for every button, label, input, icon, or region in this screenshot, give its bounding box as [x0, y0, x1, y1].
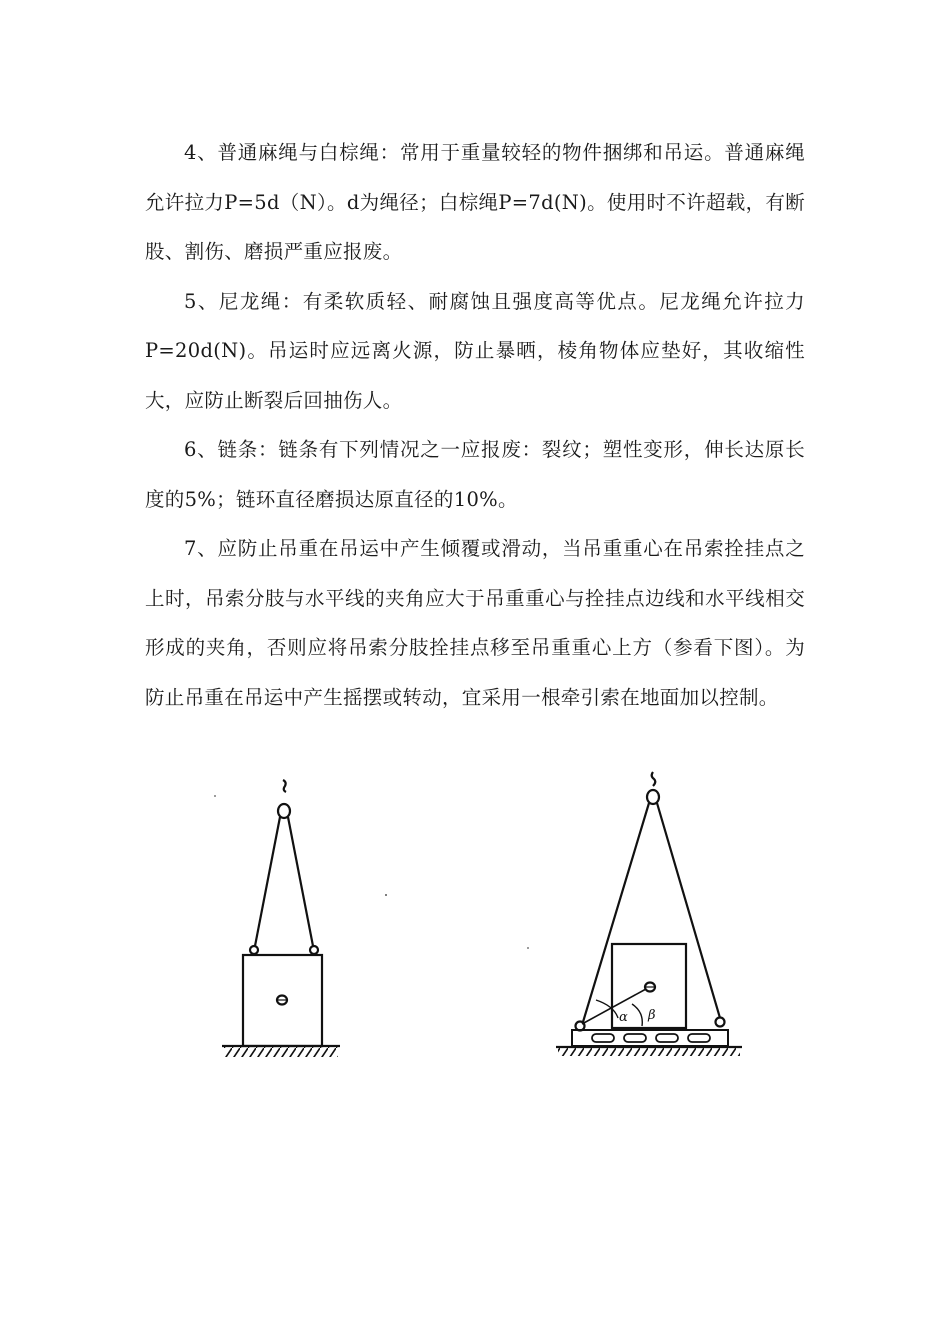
right-pallet-slot-4 — [688, 1034, 710, 1042]
right-sling-leg-left — [583, 803, 649, 1022]
right-attachment-eye-right — [716, 1018, 725, 1027]
paragraph-hemp-rope: 4、普通麻绳与白棕绳：常用于重量较轻的物件捆绑和吊运。普通麻绳允许拉力P=5d（N）。d为绳径；白棕绳P=7d(N)。使用时不许超载，有断股、割伤、磨损严重应报废。 — [145, 141, 805, 263]
right-angle-beta-arc — [632, 1004, 642, 1026]
left-attachment-eye-right — [310, 946, 318, 954]
right-pallet-slot-1 — [592, 1034, 614, 1042]
scan-speck — [214, 795, 216, 797]
right-sling-figure — [556, 772, 742, 1047]
angle-alpha-label: α — [619, 1010, 628, 1025]
right-lifting-ring — [647, 790, 659, 804]
paragraph-chain: 6、链条：链条有下列情况之一应报废：裂纹；塑性变形，伸长达原长度的5%；链环直径磨损达原直径的10%。 — [145, 438, 805, 511]
right-ground-hatch — [558, 1048, 740, 1056]
left-sling-figure — [222, 780, 340, 1046]
right-pallet-slot-2 — [624, 1034, 646, 1042]
angle-beta-label: β — [648, 1008, 656, 1023]
scan-speck — [527, 947, 529, 949]
left-sling-leg-right — [288, 817, 313, 946]
hoisting-diagram — [0, 760, 950, 1080]
scan-speck — [385, 894, 387, 896]
right-pallet-slot-3 — [656, 1034, 678, 1042]
left-lifting-ring — [278, 804, 290, 818]
left-hook-icon — [283, 780, 286, 792]
paragraph-hoisting-stability: 7、应防止吊重在吊运中产生倾覆或滑动，当吊重重心在吊索拴挂点之上时，吊索分肢与水平线的夹角应大于吊重重心与拴挂点边线和水平线相交形成的夹角，否则应将吊索分肢拴挂点移至吊重重心上方（参看下图）。为防止吊重在吊运中产生摇摆或转动，宜采用一根牵引索在地面加以控制。 — [145, 537, 805, 709]
left-sling-leg-left — [255, 817, 280, 946]
left-attachment-eye-left — [250, 946, 258, 954]
right-sling-leg-right — [657, 803, 720, 1018]
right-pallet — [572, 1030, 728, 1046]
paragraph-nylon-rope: 5、尼龙绳：有柔软质轻、耐腐蚀且强度高等优点。尼龙绳允许拉力P=20d(N)。吊运时应远离火源，防止暴晒，棱角物体应垫好，其收缩性大，应防止断裂后回抽伤人。 — [145, 289, 805, 412]
left-ground-hatch — [224, 1047, 338, 1057]
document-body — [145, 128, 805, 722]
right-hook-icon — [652, 772, 656, 786]
hoisting-diagram-svg — [0, 760, 950, 1080]
